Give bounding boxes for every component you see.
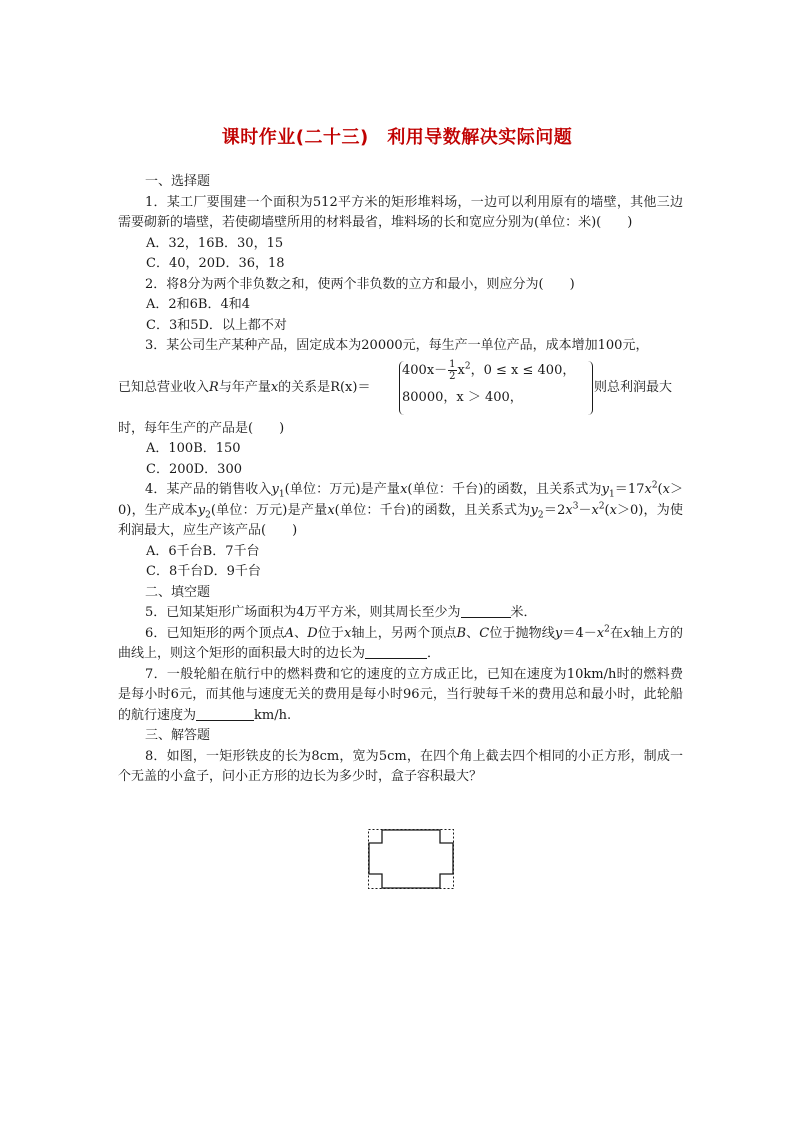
q3-piecewise [118,357,683,419]
q3-options-cd: C．200D．300 [146,461,242,477]
sheet-figure [368,829,454,889]
answer-blank [196,707,254,721]
question-4: 4．某产品的销售收入$y_1$(单位：万元)是产量x(单位：千台)的函数，且关系式为$y_1=17x^2(x>0)$，生产成本$y_2$(单位：万元)是产量x(单位：千台)的函数，且关系式为$y_2=2x^3-x^2(x>0)$，为使利润最大，应生产该产品( ) [118,480,684,538]
q3-options-ab: A．100B．150 [146,441,241,456]
q3-tail: 则总利润最大 [594,379,673,395]
section-fill: 二、填空题 [145,584,211,600]
q3-case-1: 400x－ $\frac{1}{2}$ $x^2$，0 ≤ x ≤ 400， [402,358,576,382]
page-title: 课时作业(二十三) 利用导数解决实际问题 [221,127,573,148]
content [118,172,683,788]
question-3: 3．某公司生产某种产品，固定成本为20000元，每生产一单位产品，成本增加100元， [145,338,649,353]
q2-options-ab: A．2和6B．4和4 [146,297,251,312]
q3-text-2: 时，每年生产的产品是( ) [118,420,285,436]
question-7: 7．一般轮船在航行中的燃料费和它的速度的立方成正比，已知在速度为10km/h时的燃料费是每小时6元，而其他与速度无关的费用是每小时96元，当行驶每千米的费用总和最小时，此轮船的航行速度为 km/h. [118,666,683,723]
section-answer: 三、解答题 [145,728,211,743]
q3-case-2: 80000，x ＞ 400， [402,389,523,405]
question-1: 1．某工厂要围建一个面积为512平方米的矩形堆料场，一边可以利用原有的墙壁，其他三边需要砌新的墙壁，若使砌墙壁所用的材料最省，堆料场的长和宽应分别为(单位：米)( ) [118,194,683,230]
answer-blank [461,604,511,618]
fraction: $\frac{1}{2}$ [449,358,456,382]
question-2: 2．将8分为两个非负数之和，使两个非负数的立方和最小，则应分为( ) [145,276,575,292]
question-8: 8．如图，一矩形铁皮的长为8cm，宽为5cm，在四个角上截去四个相同的小正方形，制成一个无盖的小盒子，问小正方形的边长为多少时，盒子容积最大？ [118,748,683,784]
q1-options-ab: A．32，16B．30，15 [146,235,284,251]
q1-options-cd: C．40，20D．36，18 [146,256,285,271]
question-5: 5．已知某矩形广场面积为4万平方米，则其周长至少为 米． [145,605,537,620]
right-brace [588,361,593,415]
q4-options-cd: C．8千台D．9千台 [146,564,261,579]
question-6: 6．已知矩形的两个顶点A、D位于x轴上，另两个顶点B、C位于抛物线$y=4-x^2$在x轴上方的曲线上，则这个矩形的面积最大时的边长为 ． [118,624,683,661]
answer-blank [365,645,427,659]
section-choice: 一、选择题 [145,174,211,189]
q3-lead: 已知总营业收入R与年产量x的关系是R(x)＝ [118,379,371,395]
q2-options-cd: C．3和5D．以上都不对 [146,317,287,333]
q4-options-ab: A．6千台B．7千台 [146,543,260,559]
